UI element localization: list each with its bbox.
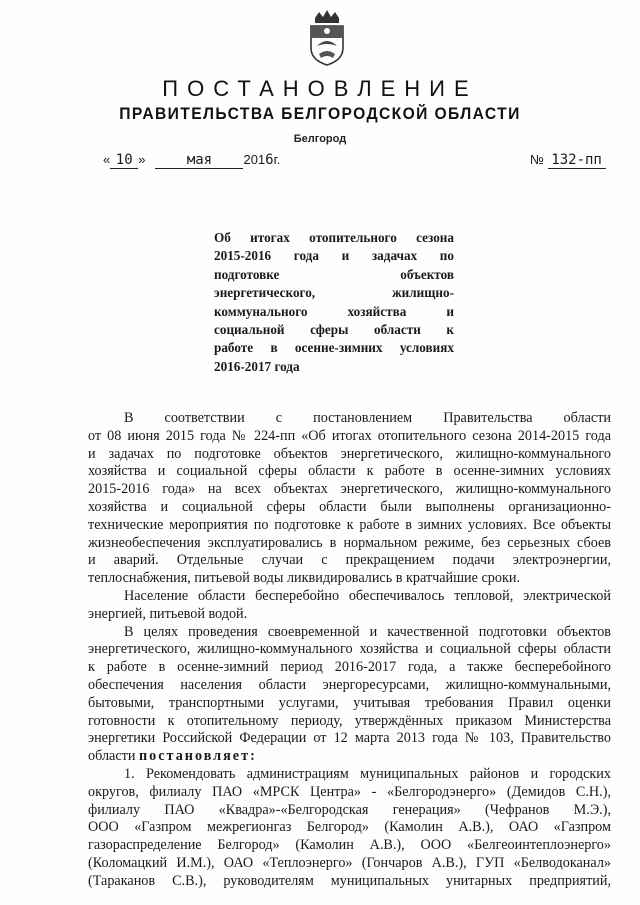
subject-line: 2015-2016 года и задачах по (214, 248, 454, 264)
body-line: обеспечения населения области энергоресурсами, жилищно-коммунальными, (88, 676, 611, 693)
body-line: В соответствии с постановлением Правительства области (124, 410, 611, 426)
body-line: энергетики Российской Федерации от 12 марта 2013 года № 103, Правительство (88, 730, 611, 747)
paragraph-4 (88, 766, 611, 891)
resolution-word: постановляет: (138, 748, 257, 765)
subject-line: работе в осенне-зимних условиях (214, 340, 454, 356)
body-line: теплоснабжения, питьевой воды ликвидировались в кратчайшие сроки. (88, 570, 520, 587)
date-year-digit: 6 (265, 152, 274, 168)
issuer-title: ПРАВИТЕЛЬСТВА БЕЛГОРОДСКОЙ ОБЛАСТИ (119, 104, 521, 123)
body-line: хозяйства и социальной сферы области были выполнены организационно- (88, 498, 611, 515)
body-line: (Тараканов С.В.), руководителям муниципальных унитарных предприятий, (88, 872, 611, 889)
subject-line: коммунального хозяйства и (214, 303, 454, 319)
date-year-suffix: г. (273, 152, 281, 167)
resolution-prefix: области (88, 748, 139, 765)
body-line: (Коломацкий И.М.), ОАО «Теплоэнерго» (Гончаров А.В.), ГУП «Белводоканал» (88, 854, 611, 871)
body-line: к работе в осенне-зимний период 2016-2017 года, а также бесперебойного (88, 659, 611, 676)
body-line: технические мероприятия по подготовке к работе в зимних условиях. Все объекты (88, 516, 611, 533)
body-line: и задачах по подготовке объектов энергетического, жилищно-коммунального (88, 445, 611, 462)
body-line: Население области бесперебойно обеспечивалось тепловой, электрической (124, 587, 611, 604)
date-close-quote: » (138, 152, 146, 167)
body-line: 2015-2016 года» на всех объектах энергетического, жилищно-коммунального (88, 481, 611, 498)
subject-line: подготовке объектов (214, 266, 454, 282)
body-line: энергетического, жилищно-коммунального хозяйства и социальной сферы области (88, 641, 611, 658)
subject-line: социальной сферы области к (214, 322, 454, 338)
date-line (103, 152, 280, 169)
date-year-prefix: 201 (243, 152, 266, 167)
document-subject (214, 229, 454, 376)
body-line: бытовыми, транспортными услугами, учитывая требования Правил оценки (88, 694, 611, 711)
number-value: 132-пп (548, 152, 606, 169)
document-number (530, 152, 606, 169)
body-line: от 08 июня 2015 года № 224-пп «Об итогах отопительного сезона 2014-2015 года (88, 427, 611, 444)
coat-of-arms-icon (305, 8, 349, 68)
body-line: 1. Рекомендовать администрациям муниципальных районов и городских (124, 765, 611, 782)
body-line (88, 748, 611, 766)
body-line: В целях проведения своевременной и качественной подготовки объектов (124, 623, 611, 640)
body-line: ООО «Газпром межрегионгаз Белгород» (Камолин А.В.), ОАО «Газпром (88, 819, 611, 836)
paragraph-2 (88, 588, 611, 624)
city-label: Белгород (293, 133, 347, 145)
number-label: № (530, 152, 544, 167)
document-body (88, 410, 611, 891)
subject-line: 2016-2017 года (214, 358, 300, 374)
subject-line: Об итогах отопительного сезона (214, 230, 454, 245)
body-line: жизнеобеспечения эксплуатировались в нормальном режиме, без серьезных сбоев (88, 534, 611, 551)
body-line: готовности к отопительному периоду, утверждённых приказом Министерства (88, 712, 611, 729)
date-day: 10 (110, 152, 138, 169)
body-line: и аварий. Отдельные случаи с прекращением подачи электроэнергии, (88, 552, 611, 569)
body-line: округов, филиалу ПАО «МРСК Центра» - «Белгородэнерго» (Демидов С.Н.), (88, 783, 611, 800)
document-type-title: ПОСТАНОВЛЕНИЕ (162, 76, 478, 101)
date-open-quote: « (103, 152, 111, 167)
body-line: филиалу ПАО «Квадра»-«Белгородская генерация» (Чефранов М.Э.), (88, 801, 611, 818)
body-line: хозяйства и социальной сферы области к работе в осенне-зимних условиях (88, 463, 611, 480)
subject-line: энергетического, жилищно- (214, 285, 454, 301)
paragraph-3 (88, 624, 611, 766)
body-line: энергией, питьевой водой. (88, 605, 248, 622)
body-line: газораспределение Белгород» (Камолин А.В.), ООО «Белгеоинтеплоэнерго» (88, 837, 611, 854)
date-month: мая (155, 152, 243, 169)
paragraph-1 (88, 410, 611, 588)
